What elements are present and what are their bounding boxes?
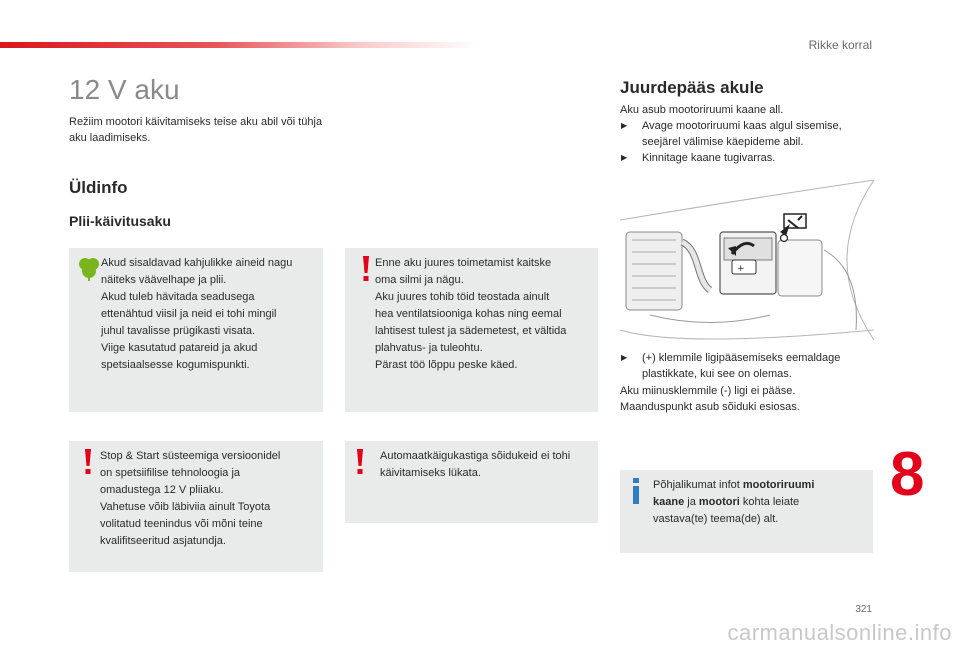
env-line: spetsiaalsesse kogumispunkti.	[101, 359, 250, 371]
warning-exclamation-icon	[83, 449, 93, 475]
page-title: 12 V aku	[69, 74, 180, 105]
list-item: ▶ Avage mootoriruumi kaas algul sisemise, seejärel välimise käepideme abil.	[621, 120, 842, 148]
bullet-arrow-icon: ▶	[621, 353, 628, 362]
watermark: carmanualsonline.info	[727, 620, 952, 645]
list-item: ▶ (+) klemmile ligipääsemiseks eemaldage plastikkate, kui see on olemas.	[621, 352, 841, 380]
stop-start-warning-box	[69, 441, 323, 572]
safety-line: Pärast töö lõppu peske käed.	[375, 359, 518, 371]
environment-note-box	[69, 248, 323, 412]
env-line: näiteks väävelhape ja plii.	[101, 274, 227, 286]
list-item: ▶ Kinnitage kaane tugivarras.	[621, 152, 776, 164]
automatic-line: käivitamiseks lükata.	[380, 467, 481, 479]
general-info-heading: Üldinfo	[69, 178, 128, 197]
info-line: kaane ja mootori kohta leiate	[653, 496, 800, 508]
automatic-gearbox-warning-box	[345, 441, 598, 523]
engine-bay-battery-illustration	[620, 180, 874, 350]
env-line: Viige kasutatud patareid ja akud	[101, 342, 258, 354]
safety-warning-box	[345, 248, 598, 412]
bullet-arrow-icon: ▶	[621, 153, 628, 162]
info-line: Põhjalikumat infot mootoriruumi	[653, 479, 815, 491]
stop-start-line: on spetsiifilise tehnoloogia ja	[100, 467, 241, 479]
stop-start-line: volitatud teenindus või mõni teine	[100, 518, 263, 530]
warning-exclamation-icon	[355, 449, 365, 475]
warning-exclamation-icon	[361, 256, 371, 282]
env-line: juhul tavalisse prügikasti visata.	[101, 325, 256, 337]
chapter-number: 8	[890, 440, 925, 509]
stop-start-line: Stop & Start süsteemiga versioonidel	[100, 450, 281, 462]
access-steps-list	[620, 118, 870, 166]
terminal-steps-list	[620, 350, 870, 382]
stop-start-line: Vahetuse võib läbiviia ainult Toyota	[100, 501, 271, 513]
safety-line: Aku juures tohib töid teostada ainult	[375, 291, 550, 303]
battery-access-heading: Juurdepääs akule	[620, 78, 764, 97]
env-line: Akud tuleb hävitada seadusega	[101, 291, 255, 303]
safety-line: plahvatus- ja tuleohtu.	[375, 342, 483, 354]
bullet-arrow-icon: ▶	[621, 121, 628, 130]
safety-line: hea ventilatsiooniga kohas ning eemal	[375, 308, 562, 320]
recycle-leaf-icon	[77, 256, 101, 282]
negative-terminal-text: Aku miinusklemmile (-) ligi ei pääse.	[620, 385, 796, 397]
lead-battery-heading: Plii-käivitusaku	[69, 213, 171, 229]
intro-text: Režiim mootori käivitamiseks teise aku abil või tühja aku laadimiseks.	[69, 116, 323, 144]
page-number: 321	[855, 604, 872, 615]
env-line: Akud sisaldavad kahjulikke aineid nagu	[101, 257, 293, 269]
header-accent-bar	[0, 42, 480, 48]
info-note-box	[620, 470, 873, 553]
automatic-line: Automaatkäigukastiga sõidukeid ei tohi	[380, 450, 571, 462]
safety-line: Enne aku juures toimetamist kaitske	[375, 257, 552, 269]
safety-line: lahtisest tulest ja sädemetest, et vältida	[375, 325, 567, 337]
env-line: ettenähtud viisil ja neid ei tohi mingil	[101, 308, 277, 320]
safety-line: oma silmi ja nägu.	[375, 274, 464, 286]
battery-location-text: Aku asub mootoriruumi kaane all.	[620, 104, 784, 116]
svg-text:+: +	[737, 264, 745, 274]
info-icon	[632, 478, 640, 504]
stop-start-line: kvalifitseeritud asjatundja.	[100, 535, 226, 547]
stop-start-line: omadustega 12 V pliiaku.	[100, 484, 224, 496]
section-title: Rikke korral	[808, 38, 872, 52]
info-line: vastava(te) teema(de) alt.	[653, 513, 779, 525]
ground-point-text: Maanduspunkt asub sõiduki esiosas.	[620, 401, 800, 413]
